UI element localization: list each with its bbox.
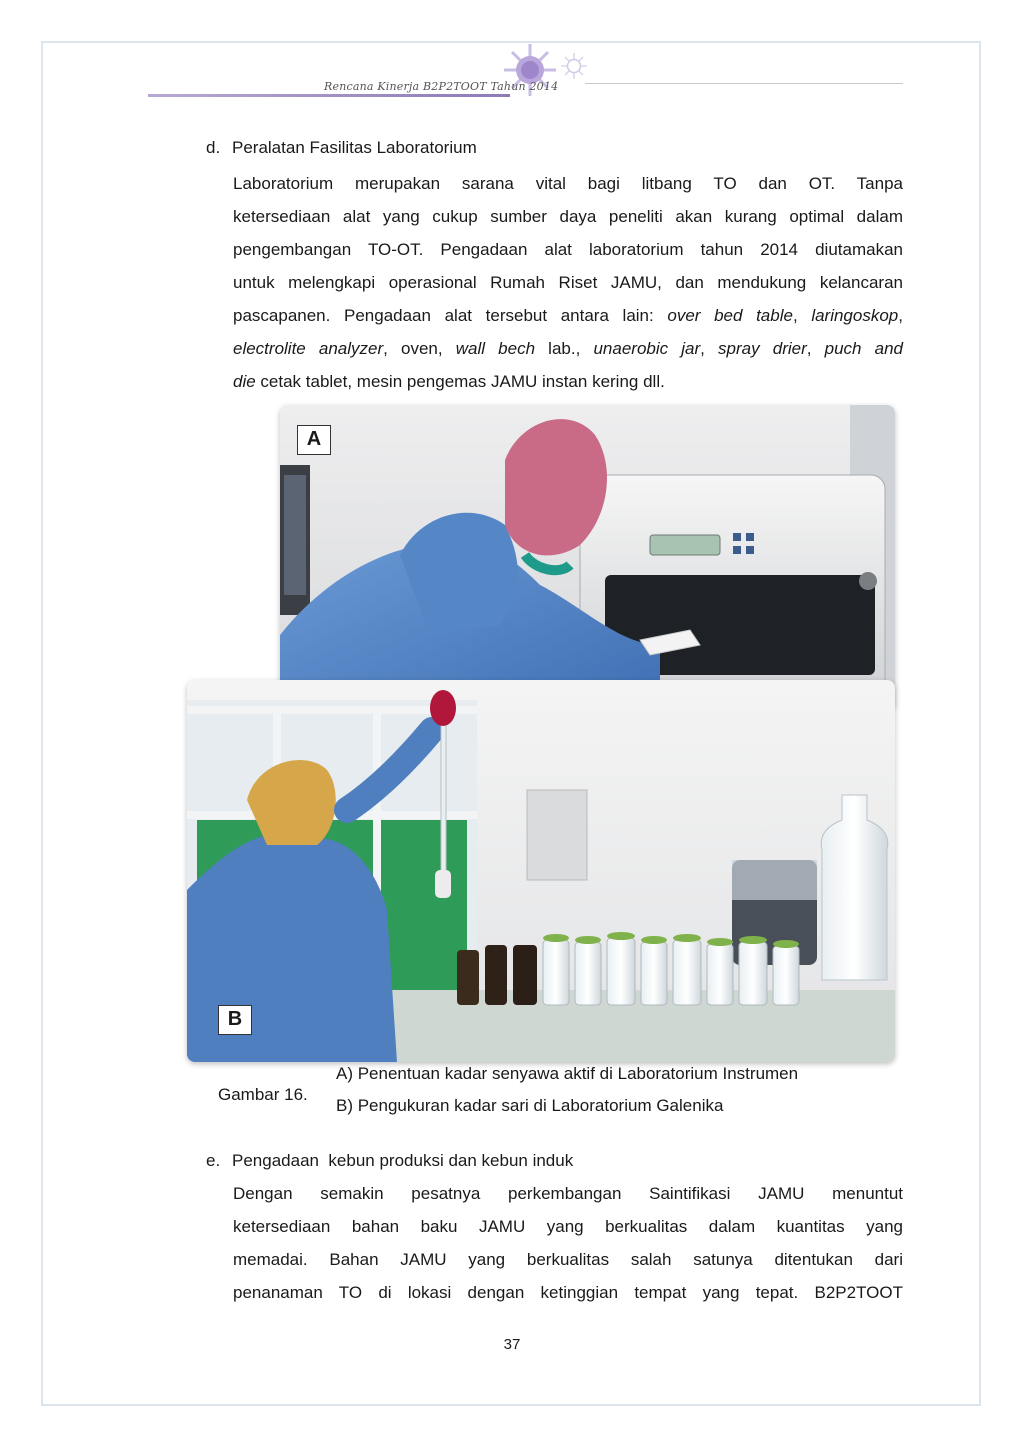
text-run: cetak tablet, mesin pengemas JAMU instan kering dll.	[255, 372, 665, 391]
header-title: Rencana Kinerja B2P2TOOT Tahun 2014	[324, 80, 559, 93]
section-e-paragraph	[233, 1177, 903, 1309]
header-rule-left	[148, 94, 510, 97]
text-run-italic: puch and	[824, 339, 904, 358]
paragraph-line: ketersediaan alat yang cukup sumber daya peneliti akan kurang optimal dalam	[233, 207, 903, 226]
text-run-italic: electrolite analyzer	[233, 339, 384, 358]
section-d-marker: d.	[206, 138, 221, 157]
text-run: ,	[792, 306, 812, 325]
section-d-heading	[206, 138, 477, 158]
figure-label-b: B	[218, 1005, 252, 1035]
text-run-italic: laringoskop	[811, 306, 899, 325]
figure-caption-a: A) Penentuan kadar senyawa aktif di Laboratorium Instrumen	[336, 1064, 799, 1083]
page-number: 37	[503, 1336, 521, 1353]
paragraph-line: Dengan semakin pesatnya perkembangan Saintifikasi JAMU menuntut	[233, 1184, 903, 1203]
section-e-heading	[206, 1151, 573, 1171]
text-run: ,	[806, 339, 825, 358]
text-run: ,	[898, 306, 903, 325]
paragraph-line	[233, 365, 903, 398]
photo-instrument-lab	[280, 405, 895, 710]
text-run-italic: unaerobic jar	[593, 339, 701, 358]
paragraph-line: pengembangan TO-OT. Pengadaan alat laboratorium tahun 2014 diutamakan	[233, 240, 903, 259]
text-run: ,	[700, 339, 719, 358]
section-e-title: Pengadaan kebun produksi dan kebun induk	[232, 1151, 574, 1170]
paragraph-line: Laboratorium merupakan sarana vital bagi litbang TO dan OT. Tanpa	[233, 174, 903, 193]
text-run: , oven,	[383, 339, 456, 358]
section-d-paragraph	[233, 167, 903, 398]
text-run: pascapanen. Pengadaan alat tersebut antara lain:	[233, 306, 668, 325]
paragraph-line	[233, 332, 903, 365]
text-run: lab.,	[535, 339, 594, 358]
paragraph-line	[233, 299, 903, 332]
photo-b-illustration	[187, 680, 895, 1062]
text-run-italic: over bed table	[667, 306, 793, 325]
figure-caption-b: B) Pengukuran kadar sari di Laboratorium Galenika	[336, 1096, 724, 1115]
section-e-marker: e.	[206, 1151, 221, 1170]
header-rule-right	[585, 83, 903, 84]
text-run-italic: wall bech	[455, 339, 536, 358]
paragraph-line: memadai. Bahan JAMU yang berkualitas salah satunya ditentukan dari	[233, 1250, 903, 1269]
section-d-title: Peralatan Fasilitas Laboratorium	[232, 138, 477, 157]
paragraph-line: untuk melengkapi operasional Rumah Riset JAMU, dan mendukung kelancaran	[233, 273, 903, 292]
figure-number: Gambar 16.	[218, 1085, 308, 1104]
text-run-italic: die	[233, 372, 256, 391]
figure-label-a: A	[297, 425, 331, 455]
paragraph-line: penanaman TO di lokasi dengan ketinggian tempat yang tepat. B2P2TOOT	[233, 1283, 903, 1302]
photo-galenic-lab	[187, 680, 895, 1062]
photo-a-illustration	[280, 405, 895, 710]
paragraph-line: ketersediaan bahan baku JAMU yang berkualitas dalam kuantitas yang	[233, 1217, 903, 1236]
text-run-italic: spray drier	[718, 339, 807, 358]
